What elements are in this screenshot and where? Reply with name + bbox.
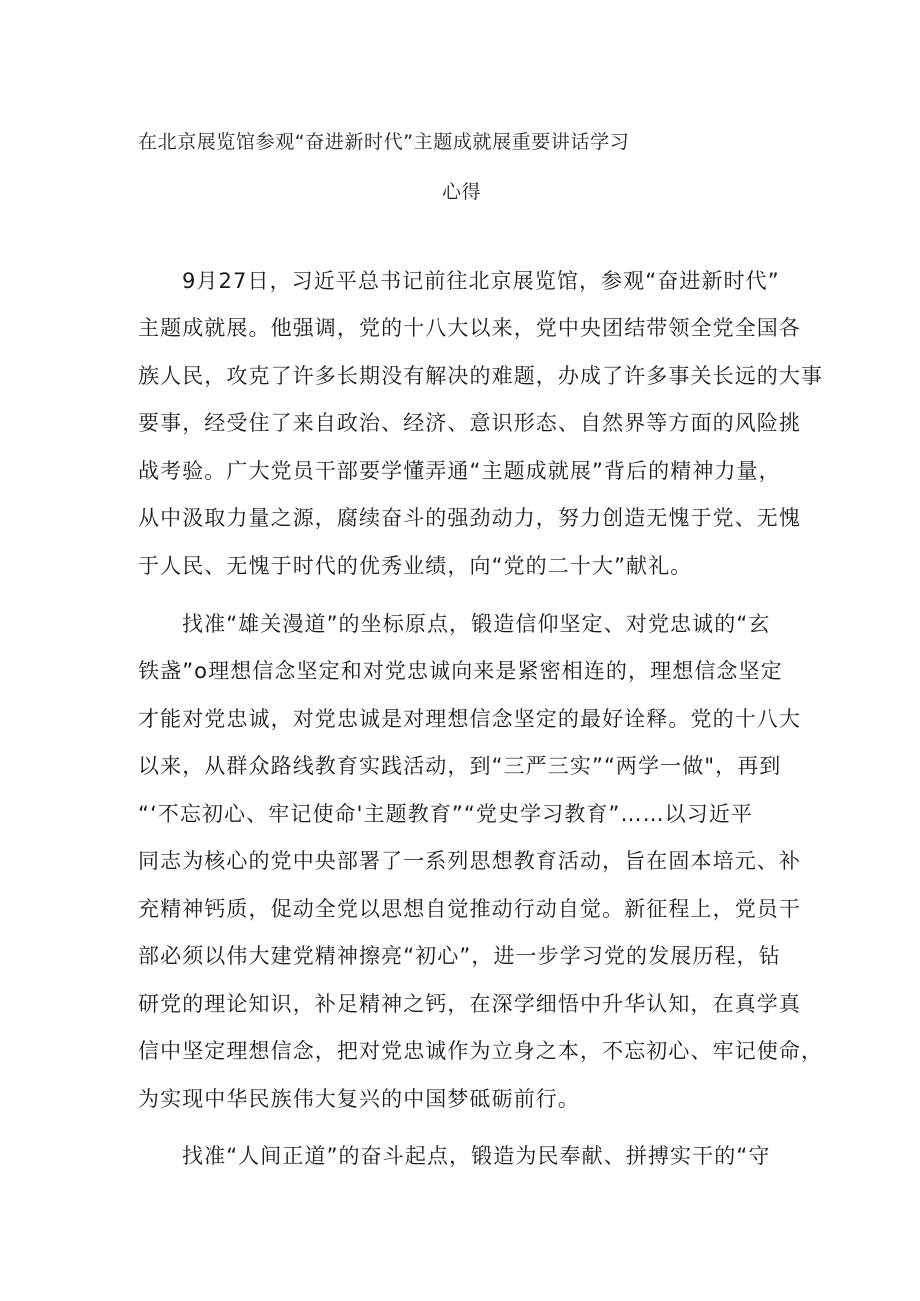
paragraph-2-line: 铁盏”o理想信念坚定和对党忠诚向来是紧密相连的，理想信念坚定 [138, 659, 783, 683]
document-title-continued: 心得 [442, 181, 482, 203]
paragraph-3-line: 找准“人间正道”的奋斗起点，锻造为民奉献、拼搏实干的“守 [182, 1144, 771, 1168]
paragraph-2-line: 同志为核心的党中央部署了一系列思想教育活动，旨在固本培元、补 [138, 849, 801, 873]
paragraph-2-line: “‘不忘初心、牢记使命'主题教育”“党史学习教育”……以习近平 [138, 802, 754, 826]
paragraph-1-line: 9月27日，习近平总书记前往北京展览馆，参观“奋进新时代” [182, 269, 780, 293]
paragraph-2-line: 信中坚定理想信念，把对党忠诚作为立身之本，不忘初心、牢记使命， [138, 1039, 824, 1063]
paragraph-1-line: 从中汲取力量之源，腐续奋斗的强劲动力，努力创造无愧于党、无愧 [138, 506, 801, 530]
paragraph-1-line: 于人民、无愧于时代的优秀业绩，向“党的二十大”献礼。 [138, 554, 693, 578]
paragraph-2-line: 研党的理论知识，补足精神之钙，在深学细悟中升华认知，在真学真 [138, 992, 801, 1016]
paragraph-1-line: 主题成就展。他强调，党的十八大以来，党中央团结带领全党全国各 [138, 316, 801, 340]
paragraph-2-line: 找准“雄关漫道”的坐标原点，锻造信仰坚定、对党忠诚的“玄 [182, 612, 771, 636]
document-title: 在北京展览馆参观“奋进新时代”主题成就展重要讲话学习 [138, 131, 630, 153]
paragraph-2-line: 充精神钙质，促动全党以思想自觉推动行动自觉。新征程上，党员干 [138, 897, 801, 921]
paragraph-2-line: 为实现中华民族伟大复兴的中国梦砥砺前行。 [138, 1087, 580, 1111]
paragraph-2-line: 部必须以伟大建党精神擦亮“初心”，进一步学习党的发展历程，钻 [138, 944, 781, 968]
paragraph-1-line: 战考验。广大党员干部要学懂弄通“主题成就展”背后的精神力量， [138, 459, 781, 483]
paragraph-2-line: 才能对党忠诚，对党忠诚是对理想信念坚定的最好诠释。党的十八大 [138, 707, 801, 731]
paragraph-2-line: 以来，从群众路线教育实践活动，到“三严三实”“两学一做"，再到 [138, 754, 782, 778]
paragraph-1-line: 族人民，攻克了许多长期没有解决的难题，办成了许多事关长远的大事 [138, 364, 824, 388]
paragraph-1-line: 要事，经受住了来自政治、经济、意识形态、自然界等方面的风险挑 [138, 411, 801, 435]
